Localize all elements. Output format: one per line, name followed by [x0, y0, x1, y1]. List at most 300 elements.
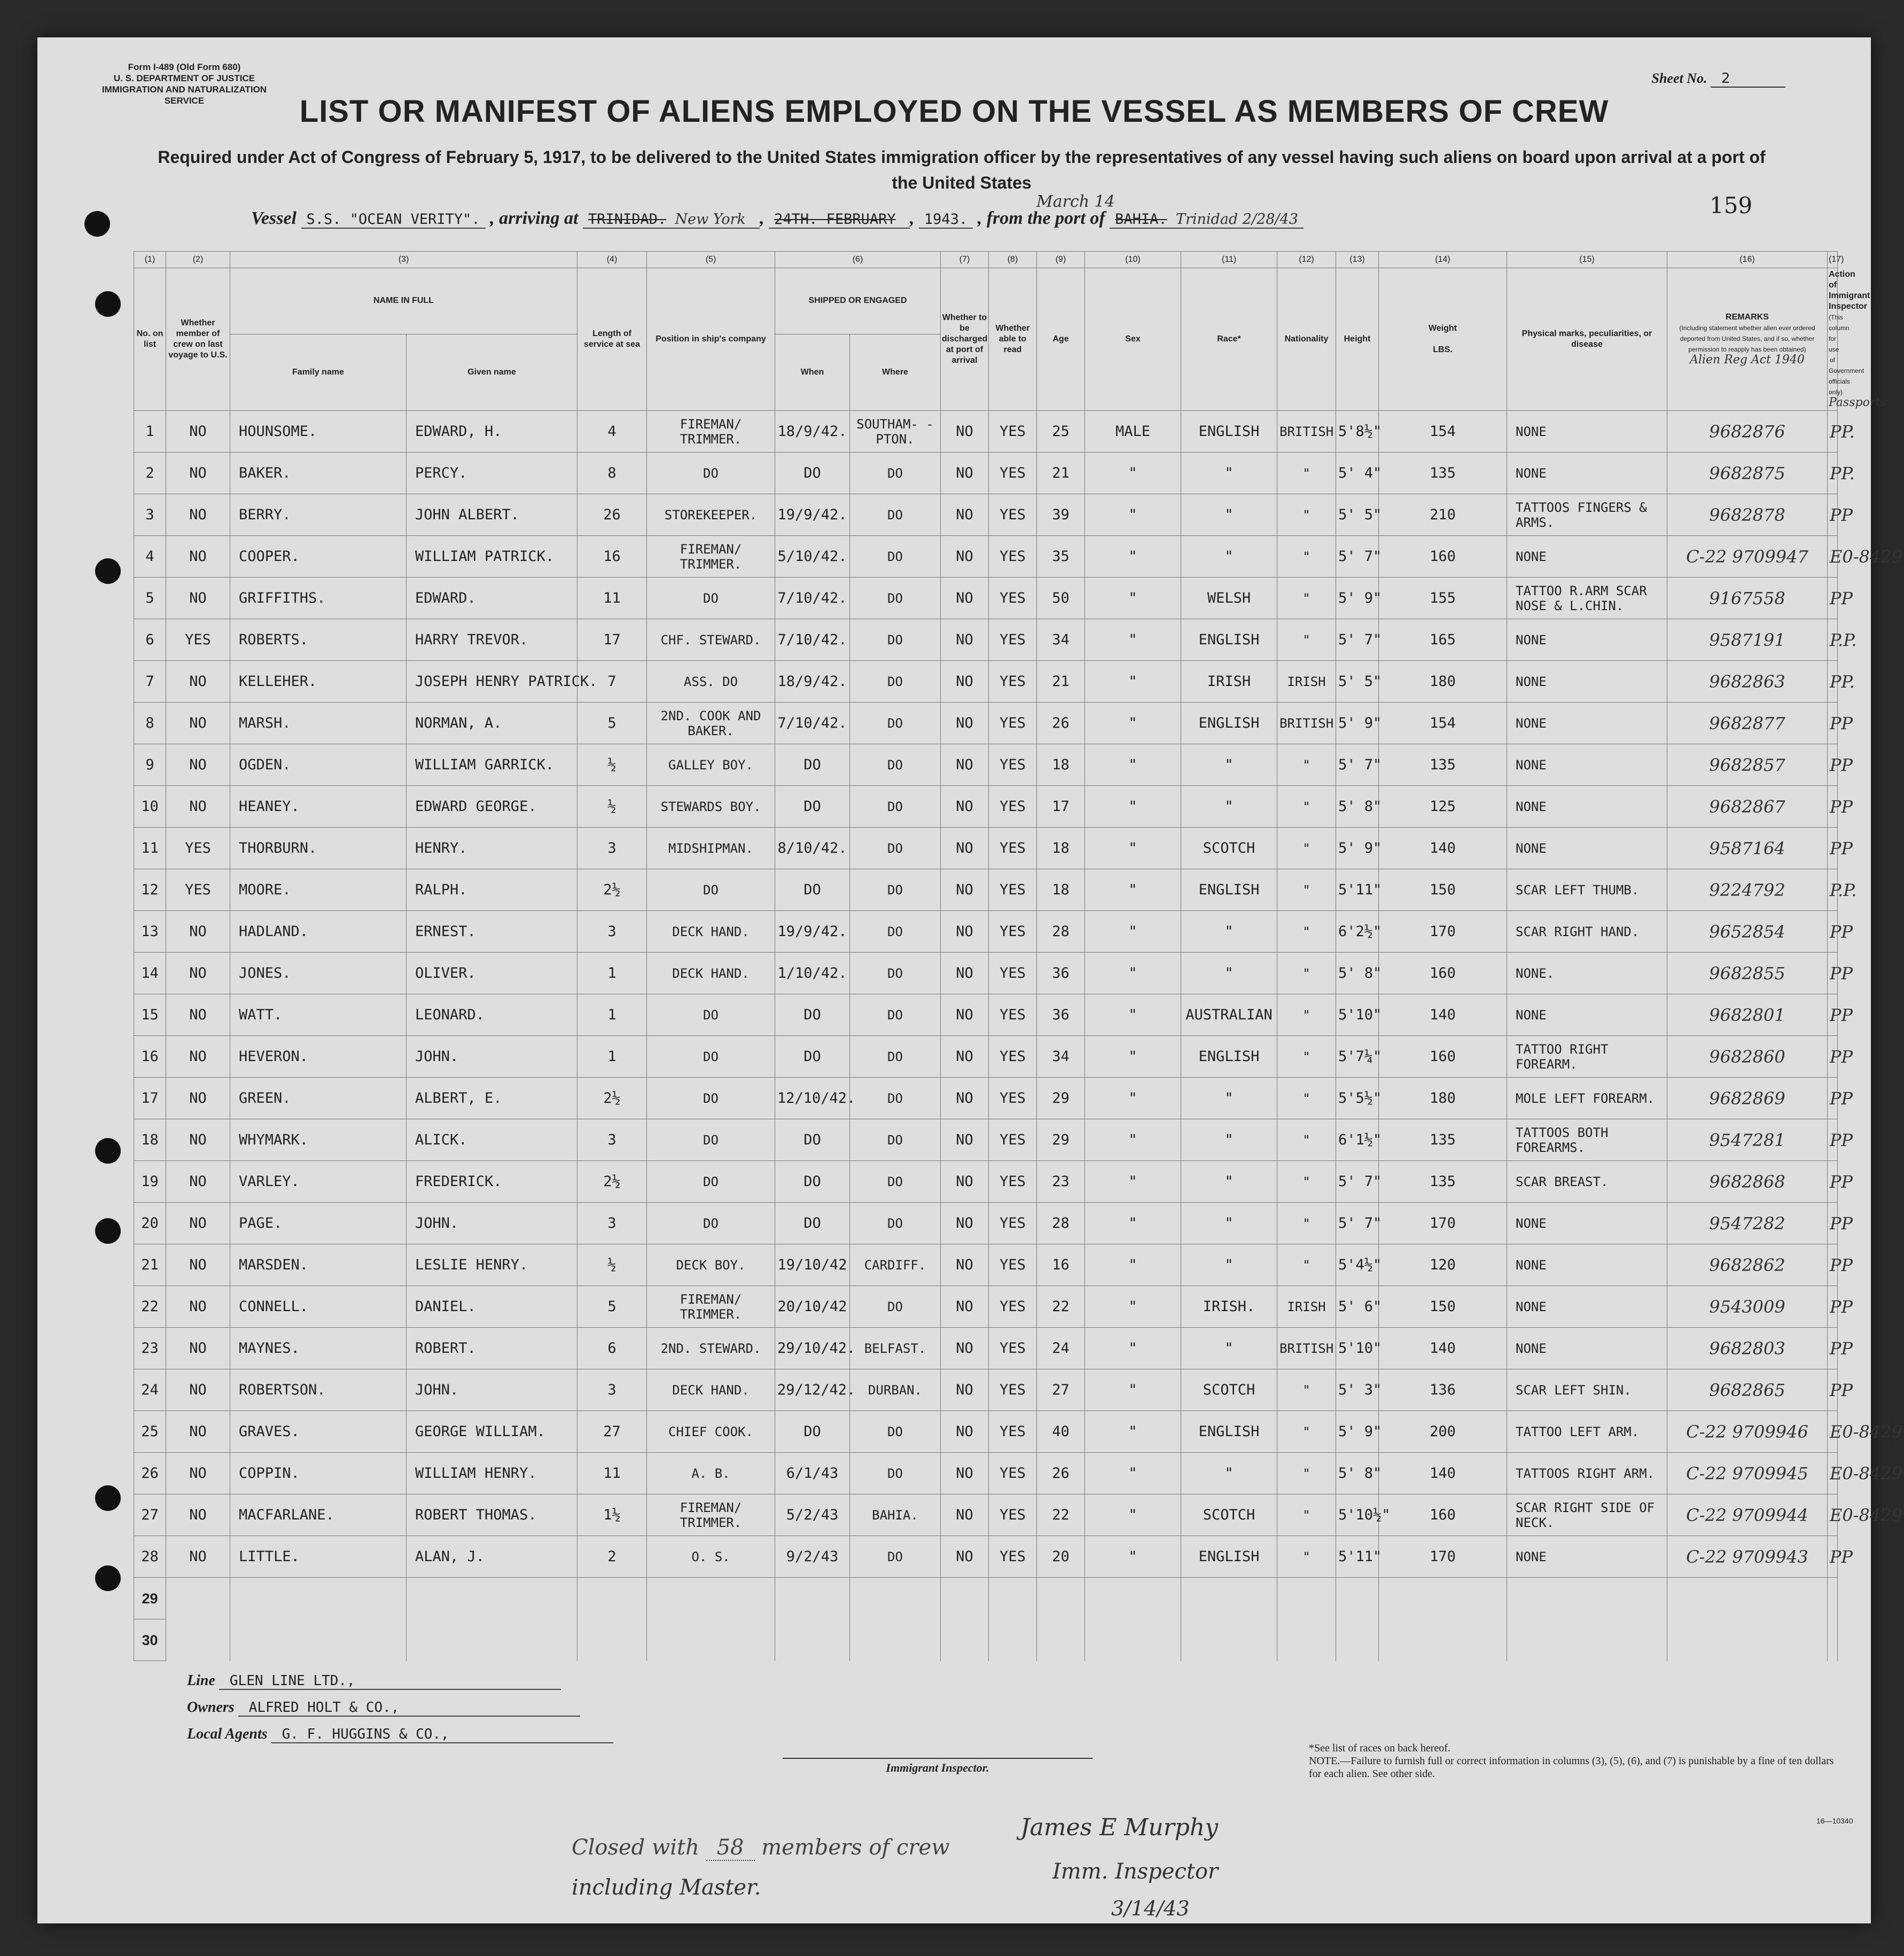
able-to-read-cell: YES [989, 578, 1037, 619]
discharged-cell: NO [941, 1286, 989, 1328]
sex-cell: " [1085, 994, 1181, 1036]
sex-cell: " [1085, 494, 1181, 536]
shipped-where-cell: DO [850, 1536, 941, 1578]
weight-cell: 210 [1379, 494, 1507, 536]
binder-hole [95, 1485, 121, 1511]
sex-cell: " [1085, 1078, 1181, 1119]
weight-cell: 135 [1379, 1119, 1507, 1161]
empty-cell [230, 1619, 407, 1661]
header-sex: Sex [1085, 268, 1181, 411]
nationality-cell: " [1277, 1411, 1336, 1453]
column-number: (9) [1037, 252, 1085, 268]
race-cell: IRISH. [1181, 1286, 1277, 1328]
race-cell: " [1181, 1453, 1277, 1494]
age-cell: 36 [1037, 953, 1085, 994]
owners-label: Owners [187, 1699, 235, 1716]
height-cell: 5' 9" [1336, 828, 1379, 869]
header-discharged: Whether to be discharged at port of arrival [941, 268, 989, 411]
able-to-read-cell: YES [989, 911, 1037, 953]
nationality-cell: " [1277, 828, 1336, 869]
from-struck: BAHIA. [1115, 211, 1167, 228]
race-cell: " [1181, 744, 1277, 786]
shipped-where-cell: BELFAST. [850, 1328, 941, 1369]
family-name-cell: HADLAND. [230, 911, 407, 953]
physical-marks-cell: NONE [1507, 1286, 1667, 1328]
table-row [134, 1494, 1838, 1536]
shipped-when-cell: 12/10/42. [775, 1078, 850, 1119]
able-to-read-cell: YES [989, 1369, 1037, 1411]
empty-cell [1085, 1619, 1181, 1661]
nationality-cell: BRITISH [1277, 1328, 1336, 1369]
weight-cell: 170 [1379, 1203, 1507, 1244]
family-name-cell: KELLEHER. [230, 661, 407, 703]
inspector-action-cell: E0-8429 [1828, 1453, 1838, 1494]
able-to-read-cell: YES [989, 619, 1037, 661]
column-number: (8) [989, 252, 1037, 268]
empty-cell [578, 1578, 647, 1619]
last-voyage-cell: NO [166, 494, 230, 536]
header-read: Whether able to read [989, 268, 1037, 411]
given-name-cell: WILLIAM PATRICK. [407, 536, 578, 578]
service-length-cell: 7 [578, 661, 647, 703]
sex-cell: " [1085, 744, 1181, 786]
column-number: (6) [775, 252, 941, 268]
position-cell: DO [647, 578, 775, 619]
empty-cell [850, 1578, 941, 1619]
empty-cell [1379, 1578, 1507, 1619]
shipped-where-cell: DO [850, 1161, 941, 1203]
able-to-read-cell: YES [989, 1453, 1037, 1494]
shipped-when-cell: 5/10/42. [775, 536, 850, 578]
nationality-cell: " [1277, 536, 1336, 578]
race-cell: SCOTCH [1181, 828, 1277, 869]
table-row [134, 1453, 1838, 1494]
service-length-cell: 3 [578, 1369, 647, 1411]
row-number-cell: 8 [134, 703, 166, 744]
service-length-cell: 2½ [578, 1078, 647, 1119]
shipped-where-cell: DO [850, 1286, 941, 1328]
given-name-cell: ERNEST. [407, 911, 578, 953]
line-label: Line [187, 1672, 215, 1689]
shipped-when-cell: 29/12/42. [775, 1369, 850, 1411]
physical-marks-cell: NONE [1507, 1203, 1667, 1244]
sex-cell: " [1085, 953, 1181, 994]
height-cell: 5'7¼" [1336, 1036, 1379, 1078]
able-to-read-cell: YES [989, 1286, 1037, 1328]
empty-cell [578, 1619, 647, 1661]
able-to-read-cell: YES [989, 1494, 1037, 1536]
shipped-where-cell: DO [850, 1119, 941, 1161]
position-cell: DO [647, 1203, 775, 1244]
sex-cell: " [1085, 703, 1181, 744]
service-length-cell: 5 [578, 703, 647, 744]
inspector-action-cell: PP [1828, 494, 1838, 536]
page-number: 159 [1710, 192, 1753, 219]
column-number: (17) [1828, 252, 1838, 268]
inspector-action-cell: PP [1828, 1328, 1838, 1369]
height-cell: 5' 7" [1336, 744, 1379, 786]
able-to-read-cell: YES [989, 453, 1037, 494]
empty-cell [989, 1578, 1037, 1619]
table-row [134, 953, 1838, 994]
height-cell: 5' 8" [1336, 786, 1379, 828]
race-cell: ENGLISH [1181, 869, 1277, 911]
sex-cell: " [1085, 1328, 1181, 1369]
given-name-cell: JOHN ALBERT. [407, 494, 578, 536]
given-name-cell: JOHN. [407, 1203, 578, 1244]
sheet-value: 2 [1711, 71, 1785, 88]
given-name-cell: ROBERT. [407, 1328, 578, 1369]
discharged-cell: NO [941, 869, 989, 911]
service-length-cell: 11 [578, 578, 647, 619]
nationality-cell: " [1277, 994, 1336, 1036]
physical-marks-cell: NONE [1507, 1536, 1667, 1578]
weight-cell: 160 [1379, 953, 1507, 994]
height-cell: 5'10" [1336, 994, 1379, 1036]
table-row [134, 578, 1838, 619]
sex-cell: " [1085, 1244, 1181, 1286]
remarks-cell: 9547282 [1667, 1203, 1828, 1244]
family-name-cell: GRAVES. [230, 1411, 407, 1453]
table-row [134, 1244, 1838, 1286]
shipped-where-cell: DO [850, 453, 941, 494]
nationality-cell: " [1277, 744, 1336, 786]
shipped-when-cell: 29/10/42. [775, 1328, 850, 1369]
remarks-cell: 9682857 [1667, 744, 1828, 786]
position-cell: MIDSHIPMAN. [647, 828, 775, 869]
shipped-where-cell: DO [850, 703, 941, 744]
height-cell: 5' 4" [1336, 453, 1379, 494]
height-cell: 6'2½" [1336, 911, 1379, 953]
binder-hole [95, 1565, 121, 1591]
given-name-cell: JOSEPH HENRY PATRICK. [407, 661, 578, 703]
shipped-where-cell: DO [850, 1078, 941, 1119]
nationality-cell: " [1277, 1203, 1336, 1244]
given-name-cell: LEONARD. [407, 994, 578, 1036]
inspector-action-cell: E0-8429 [1828, 1494, 1838, 1536]
nationality-cell: IRISH [1277, 661, 1336, 703]
header-last-voyage: Whether member of crew on last voyage to U.S. [166, 268, 230, 411]
sex-cell: " [1085, 786, 1181, 828]
weight-cell: 135 [1379, 453, 1507, 494]
table-row [134, 1078, 1838, 1119]
shipped-when-cell: DO [775, 1411, 850, 1453]
able-to-read-cell: YES [989, 1411, 1037, 1453]
table-row [134, 1286, 1838, 1328]
table-row [134, 1411, 1838, 1453]
empty-cell [1277, 1619, 1336, 1661]
last-voyage-cell: NO [166, 744, 230, 786]
last-voyage-cell: NO [166, 994, 230, 1036]
race-cell: " [1181, 911, 1277, 953]
able-to-read-cell: YES [989, 411, 1037, 453]
family-name-cell: ROBERTSON. [230, 1369, 407, 1411]
family-name-cell: HEANEY. [230, 786, 407, 828]
service-length-cell: 2½ [578, 869, 647, 911]
row-number-cell: 14 [134, 953, 166, 994]
arriving-handwritten: New York [675, 211, 746, 228]
nationality-cell: " [1277, 1078, 1336, 1119]
age-cell: 39 [1037, 494, 1085, 536]
weight-cell: 170 [1379, 1536, 1507, 1578]
inspector-action-cell: PP [1828, 1036, 1838, 1078]
table-row [134, 869, 1838, 911]
remarks-cell: 9682860 [1667, 1036, 1828, 1078]
shipped-where-cell: DO [850, 578, 941, 619]
age-cell: 29 [1037, 1119, 1085, 1161]
discharged-cell: NO [941, 1078, 989, 1119]
row-number-cell: 9 [134, 744, 166, 786]
last-voyage-cell: NO [166, 453, 230, 494]
row-number-cell: 5 [134, 578, 166, 619]
physical-marks-cell: TATTOOS RIGHT ARM. [1507, 1453, 1667, 1494]
service-length-cell: 27 [578, 1411, 647, 1453]
service-length-cell: 1½ [578, 1494, 647, 1536]
table-row [134, 494, 1838, 536]
weight-cell: 154 [1379, 703, 1507, 744]
discharged-cell: NO [941, 1203, 989, 1244]
header-service: Length of service at sea [578, 268, 647, 411]
service-length-cell: 2 [578, 1536, 647, 1578]
inspector-action-cell: PP [1828, 744, 1838, 786]
age-cell: 35 [1037, 536, 1085, 578]
shipped-where-cell: CARDIFF. [850, 1244, 941, 1286]
race-cell: IRISH [1181, 661, 1277, 703]
discharged-cell: NO [941, 1494, 989, 1536]
empty-cell [1277, 1578, 1336, 1619]
row-number-cell: 3 [134, 494, 166, 536]
sex-cell: " [1085, 1536, 1181, 1578]
inspector-action-cell: PP [1828, 953, 1838, 994]
empty-cell [1379, 1619, 1507, 1661]
position-cell: DECK HAND. [647, 953, 775, 994]
discharged-cell: NO [941, 1161, 989, 1203]
inspector-action-cell: E0-8429 [1828, 1411, 1838, 1453]
row-number-cell: 6 [134, 619, 166, 661]
empty-cell [775, 1578, 850, 1619]
header-shipped: SHIPPED OR ENGAGED [775, 268, 941, 334]
race-cell: " [1181, 1244, 1277, 1286]
agents-value: G. F. HUGGINS & CO., [271, 1726, 613, 1743]
able-to-read-cell: YES [989, 1328, 1037, 1369]
sex-cell: " [1085, 661, 1181, 703]
age-cell: 18 [1037, 869, 1085, 911]
from-handwritten: Trinidad 2/28/43 [1175, 211, 1298, 228]
last-voyage-cell: NO [166, 1119, 230, 1161]
last-voyage-cell: NO [166, 911, 230, 953]
age-cell: 28 [1037, 1203, 1085, 1244]
sex-cell: " [1085, 536, 1181, 578]
empty-cell [775, 1619, 850, 1661]
inspector-action-cell: PP [1828, 578, 1838, 619]
height-cell: 5'8½" [1336, 411, 1379, 453]
race-cell: " [1181, 1328, 1277, 1369]
age-cell: 34 [1037, 1036, 1085, 1078]
shipped-where-cell: DO [850, 786, 941, 828]
age-cell: 23 [1037, 1161, 1085, 1203]
nationality-cell: " [1277, 1453, 1336, 1494]
height-cell: 5' 9" [1336, 703, 1379, 744]
empty-cell [1336, 1619, 1379, 1661]
inspector-action-cell: PP. [1828, 411, 1838, 453]
agents-label: Local Agents [187, 1726, 268, 1742]
family-name-cell: MOORE. [230, 869, 407, 911]
arriving-label: , arriving at [490, 208, 579, 228]
row-number-cell: 24 [134, 1369, 166, 1411]
column-number: (4) [578, 252, 647, 268]
service-length-cell: 11 [578, 1453, 647, 1494]
given-name-cell: HARRY TREVOR. [407, 619, 578, 661]
weight-cell: 160 [1379, 1036, 1507, 1078]
row-number-cell: 19 [134, 1161, 166, 1203]
header-where: Where [850, 334, 941, 410]
row-number-cell: 30 [134, 1619, 166, 1661]
given-name-cell: ALAN, J. [407, 1536, 578, 1578]
header-family-name: Family name [230, 334, 407, 410]
inspector-title: Imm. Inspector [1052, 1859, 1219, 1884]
nationality-cell: " [1277, 911, 1336, 953]
remarks-cell: C-22 9709943 [1667, 1536, 1828, 1578]
weight-cell: 165 [1379, 619, 1507, 661]
remarks-cell: C-22 9709946 [1667, 1411, 1828, 1453]
header-no: No. on list [134, 268, 166, 411]
physical-marks-cell: TATTOO R.ARM SCAR NOSE & L.CHIN. [1507, 578, 1667, 619]
shipped-when-cell: DO [775, 453, 850, 494]
shipped-where-cell: DO [850, 869, 941, 911]
able-to-read-cell: YES [989, 869, 1037, 911]
given-name-cell: WILLIAM GARRICK. [407, 744, 578, 786]
last-voyage-cell: NO [166, 786, 230, 828]
table-row [134, 1536, 1838, 1578]
position-cell: A. B. [647, 1453, 775, 1494]
physical-marks-cell: MOLE LEFT FOREARM. [1507, 1078, 1667, 1119]
inspector-action-cell: PP [1828, 703, 1838, 744]
header-height: Height [1336, 268, 1379, 411]
empty-cell [1507, 1619, 1667, 1661]
weight-cell: 150 [1379, 1286, 1507, 1328]
row-number-cell: 10 [134, 786, 166, 828]
races-note: *See list of races on back hereof. [1309, 1742, 1450, 1754]
family-name-cell: GRIFFITHS. [230, 578, 407, 619]
table-row [134, 411, 1838, 453]
position-cell: DO [647, 1161, 775, 1203]
empty-cell [407, 1619, 578, 1661]
age-cell: 22 [1037, 1286, 1085, 1328]
nationality-cell: " [1277, 1494, 1336, 1536]
position-cell: STEWARDS BOY. [647, 786, 775, 828]
empty-cell [1507, 1578, 1667, 1619]
table-row [134, 453, 1838, 494]
binder-hole [84, 211, 110, 237]
able-to-read-cell: YES [989, 994, 1037, 1036]
discharged-cell: NO [941, 619, 989, 661]
given-name-cell: NORMAN, A. [407, 703, 578, 744]
height-cell: 5' 7" [1336, 619, 1379, 661]
shipped-where-cell: DO [850, 953, 941, 994]
height-cell: 5' 7" [1336, 1161, 1379, 1203]
remarks-cell: 9543009 [1667, 1286, 1828, 1328]
header-when: When [775, 334, 850, 410]
position-cell: CHF. STEWARD. [647, 619, 775, 661]
physical-marks-cell: TATTOOS FINGERS & ARMS. [1507, 494, 1667, 536]
nationality-cell: " [1277, 1119, 1336, 1161]
shipped-when-cell: DO [775, 744, 850, 786]
weight-cell: 170 [1379, 911, 1507, 953]
age-cell: 40 [1037, 1411, 1085, 1453]
position-cell: ASS. DO [647, 661, 775, 703]
height-cell: 5'10" [1336, 1328, 1379, 1369]
binder-hole [95, 291, 121, 317]
service-length-cell: 3 [578, 911, 647, 953]
column-number: (16) [1667, 252, 1828, 268]
department-name: U. S. DEPARTMENT OF JUSTICE [113, 73, 255, 83]
family-name-cell: MARSH. [230, 703, 407, 744]
shipped-where-cell: DO [850, 1203, 941, 1244]
discharged-cell: NO [941, 911, 989, 953]
closing-prefix: Closed with [572, 1835, 699, 1860]
family-name-cell: ROBERTS. [230, 619, 407, 661]
column-number: (2) [166, 252, 230, 268]
race-cell: SCOTCH [1181, 1494, 1277, 1536]
last-voyage-cell: NO [166, 1244, 230, 1286]
column-number: (1) [134, 252, 166, 268]
arrival-date-handwritten: March 14 [1036, 192, 1115, 211]
height-cell: 5' 8" [1336, 953, 1379, 994]
race-cell: AUSTRALIAN [1181, 994, 1277, 1036]
family-name-cell: WATT. [230, 994, 407, 1036]
discharged-cell: NO [941, 1411, 989, 1453]
arriving-struck: TRINIDAD. [588, 211, 667, 228]
shipped-where-cell: SOUTHAM- -PTON. [850, 411, 941, 453]
position-cell: 2ND. COOK AND BAKER. [647, 703, 775, 744]
closing-count: 58 [706, 1835, 755, 1861]
family-name-cell: BAKER. [230, 453, 407, 494]
table-row [134, 703, 1838, 744]
row-number-cell: 21 [134, 1244, 166, 1286]
shipped-where-cell: DO [850, 994, 941, 1036]
shipped-when-cell: DO [775, 1161, 850, 1203]
table-row [134, 1578, 1838, 1619]
family-name-cell: JONES. [230, 953, 407, 994]
given-name-cell: EDWARD. [407, 578, 578, 619]
family-name-cell: MACFARLANE. [230, 1494, 407, 1536]
empty-cell [647, 1578, 775, 1619]
physical-marks-cell: SCAR LEFT THUMB. [1507, 869, 1667, 911]
inspector-action-cell: E0-8429 [1828, 536, 1838, 578]
weight-cell: 135 [1379, 1161, 1507, 1203]
physical-marks-cell: TATTOO LEFT ARM. [1507, 1411, 1667, 1453]
empty-cell [1828, 1619, 1838, 1661]
header-marks: Physical marks, peculiarities, or disease [1507, 268, 1667, 411]
immigrant-inspector-line: Immigrant Inspector. [783, 1758, 1093, 1775]
shipped-when-cell: 19/9/42. [775, 494, 850, 536]
last-voyage-cell: YES [166, 619, 230, 661]
column-number: (14) [1379, 252, 1507, 268]
column-number-row [134, 252, 1838, 268]
position-cell: DO [647, 453, 775, 494]
column-number: (11) [1181, 252, 1277, 268]
weight-cell: 180 [1379, 661, 1507, 703]
from-label: , from the port of [977, 208, 1105, 228]
sex-cell: " [1085, 1411, 1181, 1453]
service-length-cell: 1 [578, 953, 647, 994]
sex-cell: " [1085, 828, 1181, 869]
age-cell: 21 [1037, 661, 1085, 703]
inspector-action-cell: PP [1828, 1078, 1838, 1119]
column-number: (10) [1085, 252, 1181, 268]
position-cell: DECK HAND. [647, 911, 775, 953]
inspector-action-cell: PP. [1828, 453, 1838, 494]
